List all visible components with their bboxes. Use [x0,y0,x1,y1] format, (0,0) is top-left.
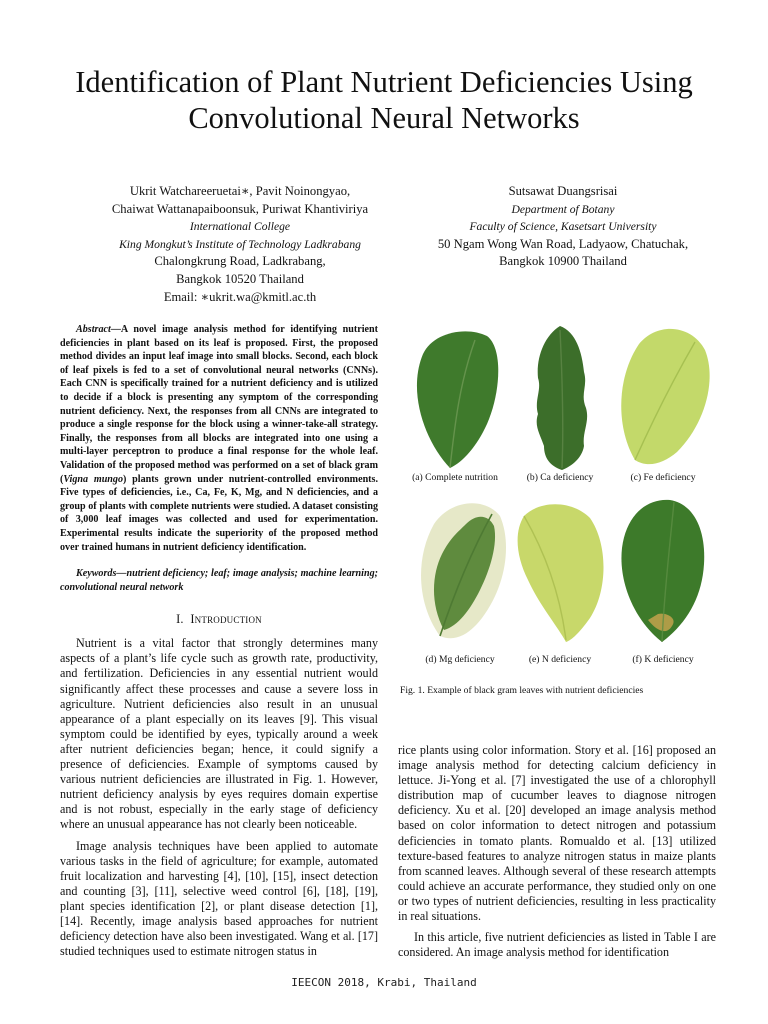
affiliation-institute: King Mongkut’s Institute of Technology Ladkrabang [119,237,361,251]
author-email: Email: ∗ukrit.wa@kmitl.ac.th [163,289,317,304]
figure-1 [400,318,720,698]
figure-caption: Fig. 1. Example of black gram leaves with nutrient deficiencies [400,685,644,696]
leaf-image-fe-deficiency [613,320,713,470]
subcaption-c: (c) Fe deficiency [630,472,696,483]
title-line-2: Convolutional Neural Networks [188,101,580,135]
address-line-1: 50 Ngam Wong Wan Road, Ladyaow, Chatuchak, [437,236,689,251]
leaf-shape-a [405,322,505,472]
abstract-text-2: ) plants grown under nutrient-controlled environments. Five types of deficiencies, i.e., Ca, Fe, K, Mg, and N deficiencies, and a group of plants with complete nutrients were studied. A dataset consisting of 3,000 leaf images was collected and used for experimentation. Experimental results indicate the superiority of the proposed method over trained humans in nutrient deficiency identification. [60,473,378,553]
author-block-left [40,183,440,306]
abstract-label: Abstract [76,324,111,335]
abstract-scientific-name: Vigna mungo [63,473,124,485]
address-line-1: Chalongkrung Road, Ladkrabang, [154,254,326,269]
leaf-shape-f [612,494,712,644]
title-line-1: Identification of Plant Nutrient Deficiencies Using [75,65,693,99]
subcaption-f: (f) K deficiency [632,654,694,665]
section-number: I. [176,612,184,627]
leaf-shape-c [613,320,713,470]
intro-paragraph-2: Image analysis techniques have been applied to automate various tasks in the field of agriculture; for example, automated fruit localization and harvesting [4], [10], [15], insect detection and counting [3], [11], selective weed control [6], [18], [19], plant species identification [2], or plant disease detection [1], [14]. Recently, image analysis based approaches for nutrient deficiency detection have also been investigated. Wang et al. [17] studied techniques used to estimate nitrogen status in [60,838,378,959]
leaf-shape-d [410,494,510,644]
address-line-2: Bangkok 10520 Thailand [176,271,304,286]
keywords: Keywords—nutrient deficiency; leaf; image analysis; machine learning; convolutional neural network [60,568,378,593]
leaf-shape-e [510,494,610,644]
abstract-text-1: —A novel image analysis method for identifying nutrient deficiencies in plant based on its leaf is proposed. First, the proposed method divides an input leaf image into small blocks. Second, each block of leaf pixels is fed to a set of convolutional neural networks (CNNs). Each CNN is specifically trained for a nutrient deficiency and is utilized to decide if a block is presenting any symptom of the corresponding nutrient deficiency. Next, the responses from all CNNs are integrated to produce a single response for the block using a winner-take-all strategy. Finally, the responses from all blocks are integrated into one using a multi-layer perceptron to produce a final response for the whole leaf. Validation of the proposed method was performed on a set of black gram ( [60,324,378,485]
intro-paragraph-1: Nutrient is a vital factor that strongly determines many aspects of a plant’s life cycle such as growth rate, productivity, and fertilization. Deficiencies in any essential nutrient would significantly affect these processes and cause a severe loss in agriculture. Nutrient deficiencies also result in an unusual appearance of a plant especially on its leaves [9]. This visual symptom could be identified by eyes, typically around a week after nutrient deficiencies began; hence, it could signify a presence of deficiencies. Example of symptoms caused by various nutrient deficiencies are illustrated in Fig. 1. However, nutrient deficiency analysis by eyes requires domain expertise and is not robust, especially in the early stage of deficiency where an unusual appearance has not clearly been noticeable. [60,636,378,832]
address-line-2: Bangkok 10900 Thailand [499,254,627,269]
conference-footer: IEECON 2018, Krabi, Thailand [291,976,477,989]
author-names-2: Chaiwat Wattanapaiboonsuk, Puriwat Khantiviriya [111,201,369,216]
paper-title [40,64,728,136]
leaf-image-n-deficiency [510,494,610,644]
subcaption-a: (a) Complete nutrition [412,472,498,483]
affiliation-faculty: Faculty of Science, Kasetsart University [469,220,657,234]
leaf-image-complete-nutrition [405,322,505,472]
leaf-image-k-deficiency [612,494,712,644]
affiliation-college: International College [189,220,291,234]
affiliation-department: Department of Botany [511,202,615,216]
section-heading-introduction [60,612,378,627]
intro-paragraph-3: rice plants using color information. Story et al. [16] proposed an image analysis method for detecting calcium deficiency in lettuce. Ji-Yong et al. [7] investigated the use of a chlorophyll distribution map of cucumber leaves to diagnose nitrogen deficiency. Xu et al. [20] developed an image analysis method based on color information to detect nitrogen and potassium deficiencies in tomato plants. Romualdo et al. [13] utilized texture-based features to analyze nitrogen status in maize plants from scanned leaves. Although several of these research attempts could achieve an accurate performance, they studied only on one or two types of nutrient deficiencies, resulting in less practicality in real situations. [398,743,716,924]
leaf-image-ca-deficiency [510,322,610,472]
left-column [60,323,378,965]
leaf-shape-b [510,322,610,472]
subcaption-d: (d) Mg deficiency [425,654,495,665]
section-title: Introduction [190,612,262,627]
abstract [60,323,378,554]
leaf-image-mg-deficiency [410,494,510,644]
right-column [398,743,716,966]
intro-paragraph-4: In this article, five nutrient deficiencies as listed in Table I are considered. An image analysis method for identification [398,930,716,960]
subcaption-b: (b) Ca deficiency [526,472,594,483]
author-names-1: Ukrit Watchareeruetai∗, Pavit Noinongyao, [129,184,351,198]
subcaption-e: (e) N deficiency [528,654,592,665]
author-name: Sutsawat Duangsrisai [508,184,618,198]
author-block-right [400,183,726,271]
